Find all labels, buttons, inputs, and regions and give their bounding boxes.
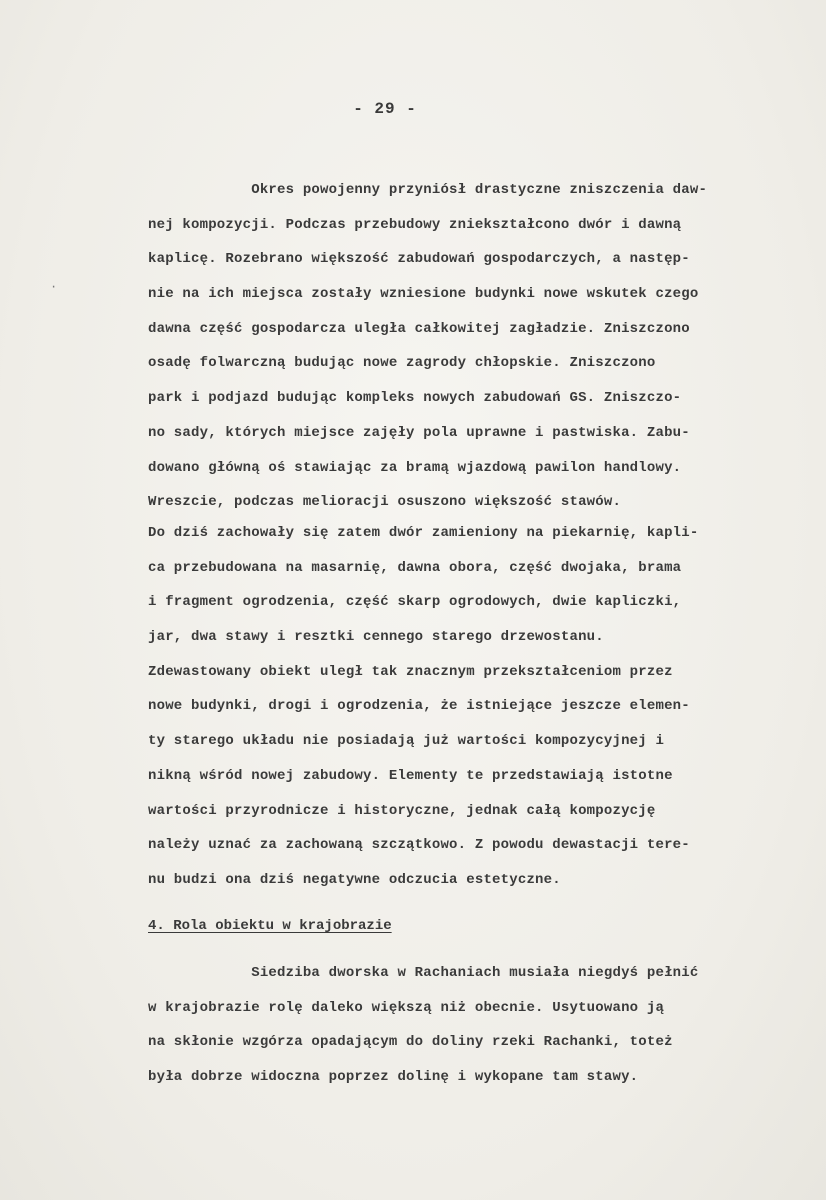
- page-number: - 29 -: [353, 100, 417, 118]
- text-line: Do dziś zachowały się zatem dwór zamieniony na piekarnię, kapli-: [148, 525, 699, 541]
- text-line: nu budzi ona dziś negatywne odczucia estetyczne.: [148, 871, 561, 888]
- text-line: i fragment ogrodzenia, część skarp ogrodowych, dwie kapliczki,: [148, 594, 682, 611]
- text-line: nie na ich miejsca zostały wzniesione budynki nowe wskutek czego: [148, 286, 699, 303]
- text-line: ty starego układu nie posiadają już wartości kompozycyjnej i: [148, 733, 665, 750]
- text-line: Okres powojenny przyniósł drastyczne zniszczenia daw-: [148, 182, 708, 198]
- text-line: dawna część gospodarcza uległa całkowitej zagładzie. Zniszczono: [148, 320, 690, 337]
- section-heading: 4. Rola obiektu w krajobrazie: [148, 918, 392, 934]
- text-line: nikną wśród nowej zabudowy. Elementy te przedstawiają istotne: [148, 767, 673, 784]
- margin-mark: ·: [50, 280, 58, 294]
- text-line: na skłonie wzgórza opadającym do doliny rzeki Rachanki, toteż: [148, 1034, 673, 1051]
- text-line: kaplicę. Rozebrano większość zabudowań gospodarczych, a następ-: [148, 251, 690, 268]
- text-line: należy uznać za zachowaną szczątkowo. Z powodu dewastacji tere-: [148, 837, 690, 854]
- text-line: Siedziba dworska w Rachaniach musiała niegdyś pełnić: [148, 965, 699, 981]
- text-line: nowe budynki, drogi i ogrodzenia, że istniejące jeszcze elemen-: [148, 698, 690, 715]
- text-line: osadę folwarczną budując nowe zagrody chłopskie. Zniszczono: [148, 355, 656, 372]
- paragraph-preserved-elements: [148, 516, 826, 898]
- paragraph-postwar-destruction: [148, 173, 826, 520]
- text-line: Zdewastowany obiekt uległ tak znacznym przekształceniom przez: [148, 663, 673, 680]
- text-line: jar, dwa stawy i resztki cennego starego drzewostanu.: [148, 629, 604, 646]
- text-line: była dobrze widoczna poprzez dolinę i wykopane tam stawy.: [148, 1069, 639, 1086]
- text-line: no sady, których miejsce zajęły pola uprawne i pastwiska. Zabu-: [148, 424, 690, 441]
- text-line: Wreszcie, podczas melioracji osuszono większość stawów.: [148, 494, 622, 511]
- paragraph-landscape-role: [148, 956, 826, 1095]
- text-line: nej kompozycji. Podczas przebudowy zniekształcono dwór i dawną: [148, 216, 682, 233]
- text-line: dowano główną oś stawiając za bramą wjazdową pawilon handlowy.: [148, 459, 682, 476]
- text-line: w krajobrazie rolę daleko większą niż obecnie. Usytuowano ją: [148, 999, 665, 1016]
- text-line: ca przebudowana na masarnię, dawna obora, część dwojaka, brama: [148, 559, 682, 576]
- text-line: wartości przyrodnicze i historyczne, jednak całą kompozycję: [148, 802, 656, 819]
- text-line: park i podjazd budując kompleks nowych zabudowań GS. Zniszczo-: [148, 390, 682, 407]
